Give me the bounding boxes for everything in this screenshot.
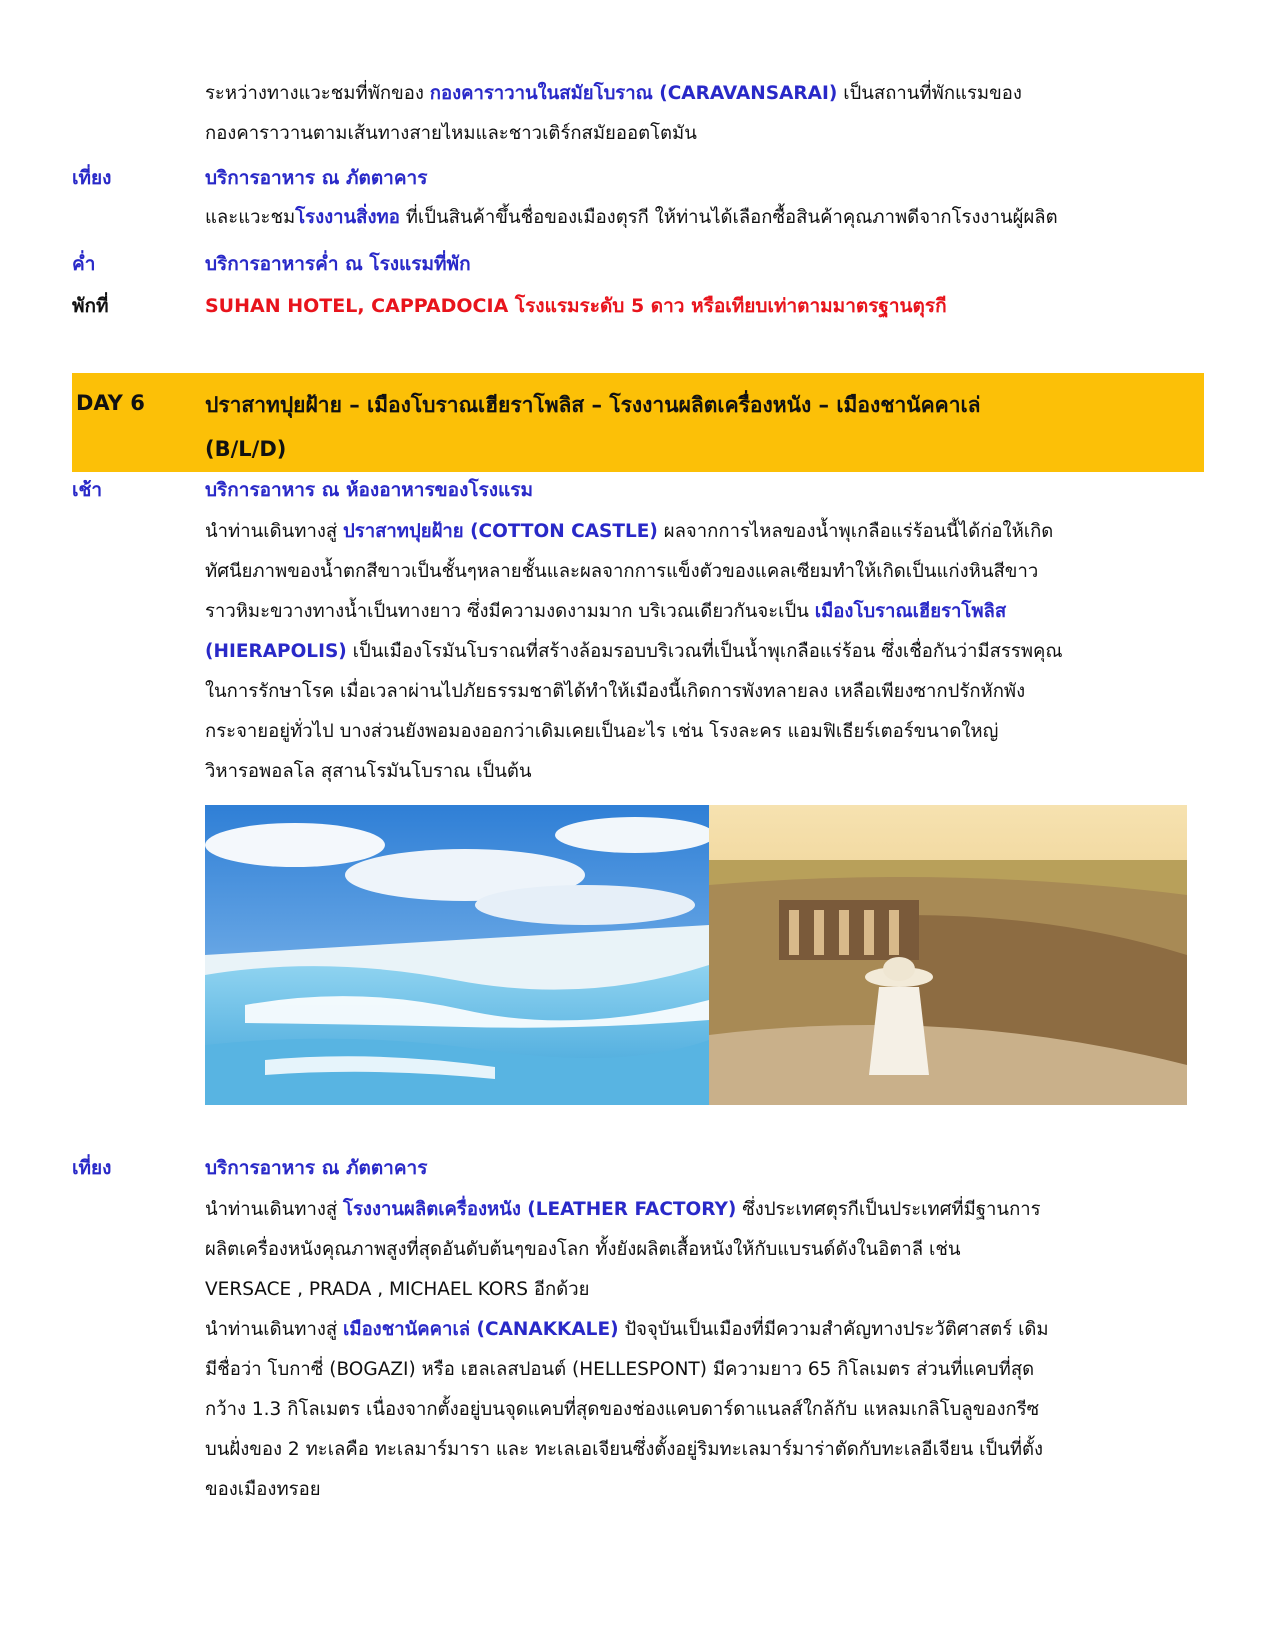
day-title: ปราสาทปุยฝ้าย – เมืองโบราณเฮียราโพลิส – โรงงานผลิตเครื่องหนัง – เมืองชานัคคาเล่ (205, 393, 981, 417)
leather-factory-paragraph (205, 1190, 1204, 1510)
hierapolis-highlight: เมืองโบราณเฮียราโพลิส (814, 601, 1007, 622)
text: นำท่านเดินทางสู่ (205, 1199, 344, 1220)
text: ของเมืองทรอย (205, 1479, 321, 1500)
meal-label-morning: เช้า (72, 479, 103, 501)
text: ผลิตเครื่องหนังคุณภาพสูงที่สุดอันดับต้นๆของโลก ทั้งยังผลิตเสื้อหนังให้กับแบรนด์ดังในอิตาลี เช่น (205, 1239, 961, 1260)
intro-text: เป็นสถานที่พักแรมของ (837, 83, 1022, 104)
meal-heading: บริการอาหาร ณ ห้องอาหารของโรงแรม (205, 479, 534, 501)
textile-factory-highlight: โรงงานสิ่งทอ (295, 207, 400, 228)
intro-paragraph (205, 74, 1204, 154)
caravansarai-highlight: กองคาราวานในสมัยโบราณ (CARAVANSARAI) (429, 83, 838, 104)
text: ในการรักษาโรค เมื่อเวลาผ่านไปภัยธรรมชาติได้ทำให้เมืองนี้เกิดการพังทลายลง เหลือเพียงซากปรักหักพัง (205, 681, 1026, 702)
text: กระจายอยู่ทั่วไป บางส่วนยังพอมองออกว่าเดิมเคยเป็นอะไร เช่น โรงละคร แอมฟิเธียร์เตอร์ขนาดใหญ่ (205, 721, 999, 742)
text: ผลจากการไหลของน้ำพุเกลือแร่ร้อนนี้ได้ก่อให้เกิด (657, 521, 1054, 542)
text: กว้าง 1.3 กิโลเมตร เนื่องจากตั้งอยู่บนจุดแคบที่สุดของช่องแคบดาร์ดาแนลส์ใกล้กับ แหลมเกลิโบลูของกรีซ (205, 1399, 1040, 1420)
text: มีชื่อว่า โบกาซี่ (BOGAZI) หรือ เฮลเลสปอนต์ (HELLESPONT) มีความยาว 65 กิโลเมตร ส่วนที่แคบที่สุด (205, 1359, 1035, 1380)
hierapolis-highlight: (HIERAPOLIS) (205, 641, 347, 662)
text: นำท่านเดินทางสู่ (205, 521, 344, 542)
text: ราวหิมะขวางทางน้ำเป็นทางยาว ซึ่งมีความงดงามมาก บริเวณเดียวกันจะเป็น (205, 601, 815, 622)
hotel-name: SUHAN HOTEL, CAPPADOCIA โรงแรมระดับ 5 ดาว หรือเทียบเท่าตามมาตรฐานตุรกี (205, 295, 947, 317)
meal-heading: บริการอาหาร ณ ภัตตาคาร (205, 167, 428, 189)
text: และแวะชม (205, 207, 296, 228)
leather-factory-highlight: โรงงานผลิตเครื่องหนัง (LEATHER FACTORY) (343, 1199, 737, 1220)
hierapolis-theatre-photo (709, 805, 1187, 1105)
day-6-header (72, 373, 1204, 472)
text: ทัศนียภาพของน้ำตกสีขาวเป็นชั้นๆหลายชั้นและผลจากการแข็งตัวของแคลเซียมทำให้เกิดเป็นแก่งหินสีขาว (205, 561, 1039, 582)
text: เป็นเมืองโรมันโบราณที่สร้างล้อมรอบบริเวณที่เป็นน้ำพุเกลือแร่ร้อน ซึ่งเชื่อกันว่ามีสรรพคุณ (346, 641, 1063, 662)
intro-text: ระหว่างทางแวะชมที่พักของ (205, 83, 430, 104)
canakkale-highlight: เมืองชานัคคาเล่ (CANAKKALE) (343, 1319, 619, 1340)
text: นำท่านเดินทางสู่ (205, 1319, 344, 1340)
cotton-castle-highlight: ปราสาทปุยฝ้าย (COTTON CASTLE) (343, 521, 658, 542)
day-number: DAY 6 (76, 391, 145, 415)
meal-label-lunch: เที่ยง (72, 167, 112, 189)
text: ปัจจุบันเป็นเมืองที่มีความสำคัญทางประวัติศาสตร์ เดิม (618, 1319, 1049, 1340)
meal-label-lunch: เที่ยง (72, 1157, 112, 1179)
pamukkale-photo (205, 805, 709, 1105)
meal-label-dinner: ค่ำ (72, 253, 96, 275)
text: วิหารอพอลโล สุสานโรมันโบราณ เป็นต้น (205, 761, 532, 782)
stay-label: พักที่ (72, 295, 109, 317)
meal-heading: บริการอาหารค่ำ ณ โรงแรมที่พัก (205, 253, 471, 275)
meal-codes: (B/L/D) (205, 437, 287, 461)
text: ที่เป็นสินค้าขึ้นชื่อของเมืองตุรกี ให้ท่านได้เลือกซื้อสินค้าคุณภาพดีจากโรงงานผู้ผลิต (399, 207, 1058, 228)
text: ซึ่งประเทศตุรกีเป็นประเทศที่มีฐานการ (736, 1199, 1041, 1220)
intro-text: กองคาราวานตามเส้นทางสายไหมและชาวเติร์กสมัยออตโตมัน (205, 123, 697, 144)
text: VERSACE , PRADA , MICHAEL KORS อีกด้วย (205, 1279, 590, 1300)
cotton-castle-paragraph (205, 512, 1204, 792)
meal-heading: บริการอาหาร ณ ภัตตาคาร (205, 1157, 428, 1179)
text: บนฝั่งของ 2 ทะเลคือ ทะเลมาร์มารา และ ทะเลเอเจียนซึ่งตั้งอยู่ริมทะเลมาร์มาร่าตัดกับทะเลอีเจียน เป็นที่ตั้ง (205, 1439, 1044, 1460)
